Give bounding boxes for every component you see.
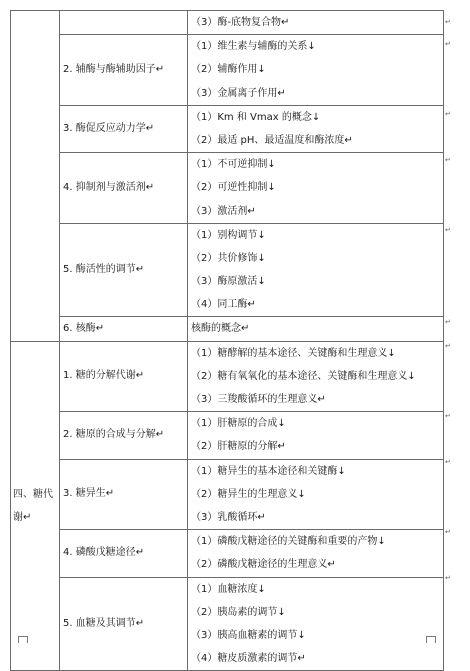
- list-item: （3）乳酸循环↵: [191, 511, 266, 523]
- list-item: （4）同工酶↵: [191, 299, 256, 311]
- list-item: （4）糖皮质激素的调节↵: [191, 653, 306, 665]
- table-row: [11, 341, 444, 412]
- topic-cell: 5. 血糖及其调节↵: [60, 577, 188, 671]
- topic-cell: 3. 糖异生↵: [60, 459, 188, 530]
- list-item: （1）不可逆抑制↓: [191, 159, 276, 171]
- table-row: [11, 530, 444, 577]
- list-item: （3）三羧酸循环的生理意义↵: [191, 394, 326, 405]
- list-item: 核酶的概念↵: [191, 323, 250, 335]
- list-item: （2）糖异生的生理意义↓: [191, 488, 306, 500]
- list-item: （2）最适 pH、最适温度和酶浓度↵: [191, 134, 353, 146]
- list-item: （2）胰岛素的调节↓: [191, 606, 286, 618]
- items-cell: [188, 105, 444, 152]
- page-corner-mark-left: [18, 636, 28, 643]
- items-cell: [188, 35, 444, 106]
- items-cell: [188, 317, 444, 341]
- topic-cell: 4. 抑制剂与激活剂↵: [60, 153, 188, 224]
- row-end-mark: ↵: [445, 40, 451, 48]
- list-item: （3）胰高血糖素的调节↓: [191, 629, 306, 641]
- row-end-mark: ↵: [445, 156, 451, 164]
- list-item: （3）酶原激活↓: [191, 276, 266, 288]
- items-cell: [188, 11, 444, 35]
- syllabus-table: [10, 10, 444, 671]
- row-end-mark: ↵: [445, 528, 451, 536]
- items-cell: [188, 223, 444, 317]
- list-item: （1）血糖浓度↓: [191, 583, 266, 595]
- row-end-mark: ↵: [445, 18, 451, 26]
- list-item: （1）磷酸戊糖途径的关键酶和重要的产物↓: [191, 536, 386, 548]
- items-cell: [188, 459, 444, 530]
- row-end-mark: ↵: [445, 342, 451, 350]
- row-end-mark: ↵: [445, 226, 451, 234]
- items-cell: [188, 341, 444, 412]
- list-item: （3）激活剂↵: [191, 205, 256, 217]
- table-row: [11, 153, 444, 224]
- table-row: [11, 412, 444, 459]
- topic-cell: 3. 酶促反应动力学↵: [60, 105, 188, 152]
- table-row: [11, 105, 444, 152]
- section-title: 四、糖代谢↵: [13, 488, 53, 523]
- table-row: [11, 577, 444, 671]
- page-corner-mark-right: [426, 636, 436, 643]
- list-item: （3）金属离子作用↵: [191, 87, 286, 99]
- list-item: （2）肝糖原的分解↵: [191, 441, 286, 453]
- list-item: （2）共价修饰↓: [191, 252, 266, 264]
- topic-cell: 2. 糖原的合成与分解↵: [60, 412, 188, 459]
- syllabus-table-wrapper: [10, 10, 444, 671]
- list-item: （2）可逆性抑制↓: [191, 182, 276, 194]
- table-row: [11, 459, 444, 530]
- topic-cell: 5. 酶活性的调节↵: [60, 223, 188, 317]
- list-item: （2）磷酸戊糖途径的生理意义↵: [191, 559, 336, 571]
- table-row: [11, 35, 444, 106]
- items-cell: [188, 153, 444, 224]
- list-item: （1）维生素与辅酶的关系↓: [191, 41, 316, 53]
- items-cell: [188, 412, 444, 459]
- list-item: （1）糖酵解的基本途径、关键酶和生理意义↓: [191, 347, 396, 359]
- topic-cell: 4. 磷酸戊糖途径↵: [60, 530, 188, 577]
- list-item: （1）别构调节↓: [191, 229, 266, 241]
- row-end-mark: ↵: [445, 318, 451, 326]
- table-row: [11, 11, 444, 35]
- topic-cell: [60, 11, 188, 35]
- section-cell: [11, 341, 60, 671]
- list-item: （1）糖异生的基本途径和关键酶↓: [191, 465, 346, 477]
- topic-cell: 2. 辅酶与酶辅助因子↵: [60, 35, 188, 106]
- list-item: （1）Km 和 Vmax 的概念↓: [191, 111, 321, 123]
- list-item: （3）酶-底物复合物↵: [191, 17, 290, 28]
- row-end-mark: ↵: [445, 110, 451, 118]
- topic-cell: 1. 糖的分解代谢↵: [60, 341, 188, 412]
- list-item: （2）糖有氧氧化的基本途径、关键酶和生理意义↓: [191, 370, 416, 382]
- table-row: [11, 317, 444, 341]
- row-end-mark: ↵: [445, 458, 451, 466]
- items-cell: [188, 577, 444, 671]
- row-end-mark: ↵: [445, 574, 451, 582]
- row-end-mark: ↵: [445, 412, 451, 420]
- topic-cell: 6. 核酶↵: [60, 317, 188, 341]
- list-item: （2）辅酶作用↓: [191, 64, 266, 76]
- items-cell: [188, 530, 444, 577]
- table-row: [11, 223, 444, 317]
- section-cell: [11, 11, 60, 342]
- list-item: （1）肝糖原的合成↓: [191, 418, 286, 430]
